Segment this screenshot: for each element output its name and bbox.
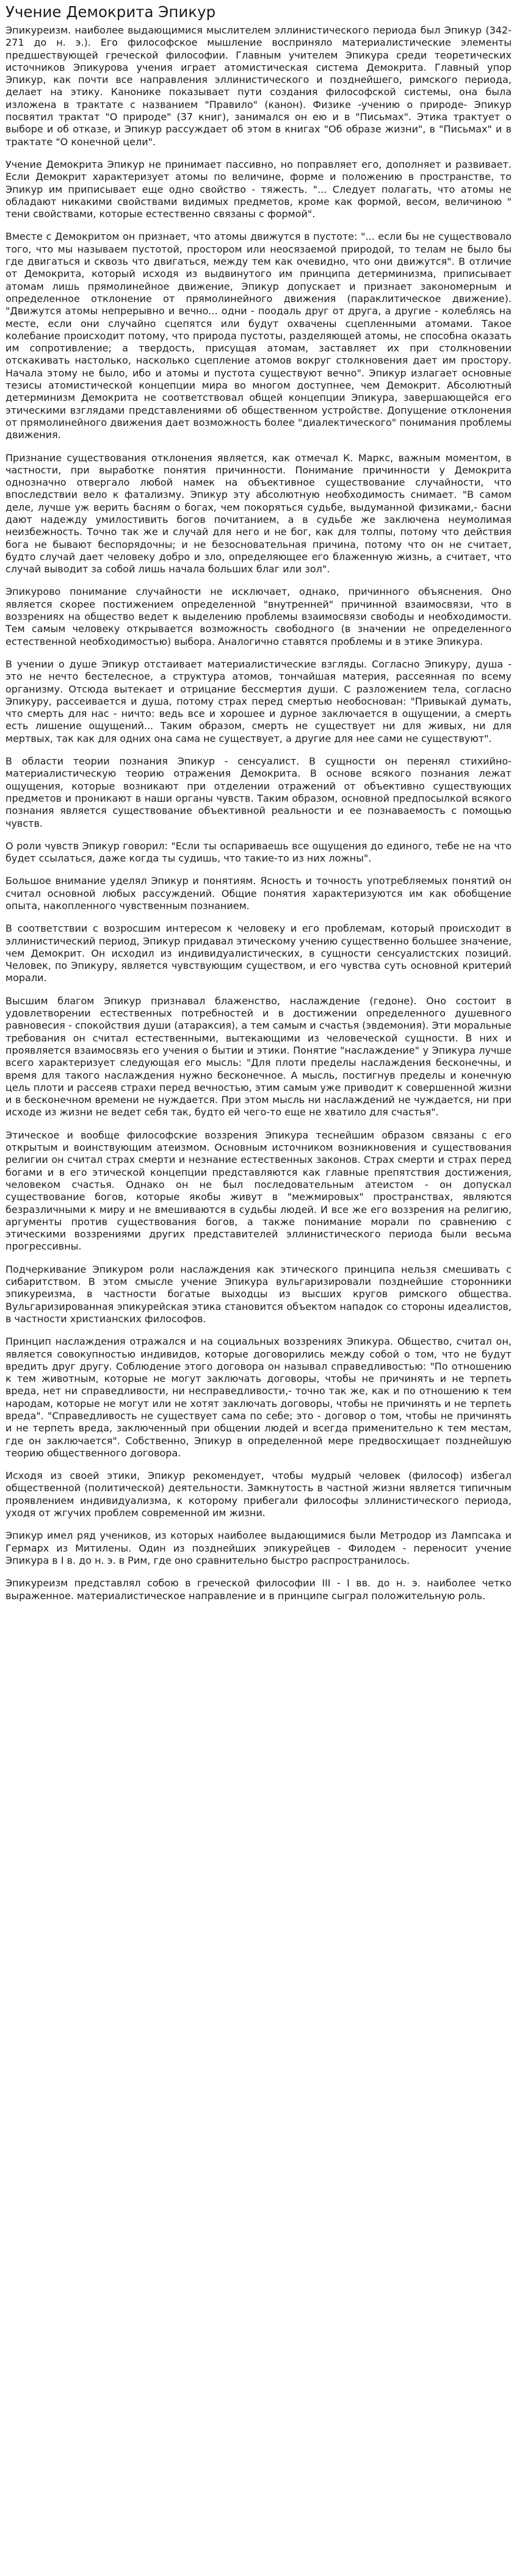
paragraph-1: Эпикуреизм. наиболее выдающимися мыслителем эллинистического периода был Эпикур (342- 271 до н. э.). Его философское мышление восприняло материалистические элементы предшествующей греческой философии. Главным учителем Эпикура среди теоретических источников Эпикурова учения играет атомистическая система Демокрита. Главный упор Эпикур, как почти все направления эллинистического и позднейшего, римского периода, делает на этику. Канонике показывает пути создания философской системы, она была изложена в трактате с названием "Правило" (канон). Физике -учению о природе- Эпикур посвятил трактат "О природе" (37 книг), занимался он ею и в "Письмах". Этика трактует о выборе и об отказе, и Эпикур рассуждает об этом в книгах "Об образе жизни", в "Письмах" и в трактате "О конечной цели".: [5, 24, 512, 148]
paragraph-13: Подчеркивание Эпикуром роли наслаждения как этического принципа нельзя смешивать с сибаритством. В этом смысле учение Эпикура вульгаризировали позднейшие сторонники эпикуреизма, в частности богатые выходцы из высших кругов римского общества. Вульгаризированная эпикурейская этика становится объектом нападок со стороны идеалистов, в частности христианских философов.: [5, 1263, 512, 1325]
page-title: Учение Демокрита Эпикур: [5, 3, 216, 21]
paragraph-8: О роли чувств Эпикур говорил: "Если ты оспариваешь все ощущения до единого, тебе не на что будет ссылаться, даже когда ты судишь, что такие-то из них ложны".: [5, 840, 512, 865]
paragraph-3: Вместе с Демокритом он признает, что атомы движутся в пустоте: "... если бы не существовало того, что мы называем пустотой, простором или неосязаемой природой, то телам не было бы где двигаться и сквозь что двигаться, между тем как очевидно, что они движутся". В отличие от Демокрита, который исходя из выдвинутого им принципа детерминизма, приписывает атомам лишь прямолинейное движение, Эпикур допускает и признает закономерным и определенное отклонение от прямолинейного движения (параклитическое движение). "Движутся атомы непрерывно и вечно... одни - поодаль друг от друга, а другие - колеблясь на месте, если они случайно сцепятся или будут охвачены сцепленными атомами. Такое колебание происходит потому, что природа пустоты, разделяющей атомы, не способна оказать им сопротивление; а твердость, присущая атомам, заставляет их при столкновении отскакивать настолько, насколько сцепление атомов вокруг столкновения дает им простору. Начала этому не было, ибо и атомы и пустота существуют вечно". Эпикур излагает основные тезисы атомистической концепции мира во многом доступнее, чем Демокрит. Абсолютный детерминизм Демокрита не соответствовал общей концепции Эпикура, завершающейся его этическими взглядами представлениями об общественном устройстве. Допущение отклонения от прямолинейного движения дает возможность более "диалектического" понимания проблемы движения.: [5, 231, 512, 441]
paragraph-15: Исходя из своей этики, Эпикур рекомендует, чтобы мудрый человек (философ) избегал общественной (политической) деятельности. Замкнутость в частной жизни является типичным проявлением индивидуализма, к которому прибегали философы эллинистического периода, уходя от жгучих проблем современной им жизни.: [5, 1470, 512, 1519]
paragraph-14: Принцип наслаждения отражался и на социальных воззрениях Эпикура. Общество, считал он, является совокупностью индивидов, которые договорились между собой о том, что не будут вредить друг другу. Соблюдение этого договора он называл справедливостью: "По отношению к тем животным, которые не могут заключать договоры, чтобы не причинять и не терпеть вреда, нет ни справедливости, ни несправедливости,- точно так же, как и по отношению к тем народам, которые не могут или не хотят заключать договоры, чтобы не причинять и не терпеть вреда". "Справедливость не существует сама по себе; это - договор о том, чтобы не причинять и не терпеть вреда, заключенный при общении людей и всегда применительно к тем местам, где он заключается". Собственно, Эпикур в определенной мере предвосхищает позднейшую теорию общественного договора.: [5, 1336, 512, 1459]
paragraph-12: Этическое и вообще философские воззрения Эпикура теснейшим образом связаны с его открытым и воинствующим атеизмом. Основным источником возникновения и существования религии он считал страх смерти и незнание естественных законов. Страх смерти и страх перед богами и в его этической концепции представляются как главные препятствия достижения, человеком счастья. Однако он не был последовательным атеистом - он допускал существование богов, которые якобы живут в "межмировых" пространствах, являются безразличными к миру и не вмешиваются в судьбы людей. И все же его воззрения на религию, аргументы против существования богов, а также понимание морали по сравнению с этическими воззрениями других представителей эллинистического периода были весьма прогрессивны.: [5, 1129, 512, 1253]
paragraph-6: В учении о душе Эпикур отстаивает материалистические взгляды. Согласно Эпикуру, душа - это не нечто бестелесное, а структура атомов, тончайшая материя, рассеянная по всему организму. Отсюда вытекает и отрицание бессмертия души. С разложением тела, согласно Эпикуру, рассеивается и душа, потому страх перед смертью необоснован: "Привыкай думать, что смерть для нас - ничто: ведь все и хорошее и дурное заключается в ощущении, а смерть есть лишение ощущений... Таким образом, смерть не существует ни для живых, ни для мертвых, так как для одних она сама не существует, а другие для нее сами не существуют".: [5, 658, 512, 744]
paragraph-7: В области теории познания Эпикур - сенсуалист. В сущности он перенял стихийно-материалистическую теорию отражения Демокрита. В основе всякого познания лежат ощущения, которые возникают при отделении отражений от объективно существующих предметов и проникают в наши органы чувств. Таким образом, основной предпосылкой всякого познания является существование объективной реальности и ее познаваемость с помощью чувств.: [5, 755, 512, 829]
paragraph-10: В соответствии с возросшим интересом к человеку и его проблемам, который происходит в эллинистический период, Эпикур придавал этическому учению существенно большее значение, чем Демокрит. Он исходил из индивидуалистических, в сущности сенсуалистских позиций. Человек, по Эпикуру, является чувствующим существом, и его чувства суть основной критерий морали.: [5, 923, 512, 984]
paragraph-9: Большое внимание уделял Эпикур и понятиям. Ясность и точность употребляемых понятий он считал основной любых рассуждений. Общие понятия характеризуются им как обобщение опыта, накопленного чувственным познанием.: [5, 875, 512, 912]
paragraph-2: Учение Демокрита Эпикур не принимает пассивно, но поправляет его, дополняет и развивает. Если Демокрит характеризует атомы по величине, форме и положению в пространстве, то Эпикур им приписывает еще одно свойство - тяжесть. "... Следует полагать, что атомы не обладают никакими свойствами видимых предметов, кроме как формой, весом, величиною " тени свойствами, которые естественно связаны с формой".: [5, 158, 512, 220]
paragraph-16: Эпикур имел ряд учеников, из которых наиболее выдающимися были Метродор из Лампсака и Гермарх из Митилены. Один из позднейших эпикурейцев - Филодем - переносит учение Эпикура в I в. до н. э. в Рим, где оно сравнительно быстро распространилось.: [5, 1530, 512, 1566]
paragraph-17: Эпикуреизм представлял собою в греческой философии III - I вв. до н. э. наиболее четко выраженное. материалистическое направление и в принципе сыграл положительную роль.: [5, 1577, 512, 1602]
paragraph-4: Признание существования отклонения является, как отмечал К. Маркс, важным моментом, в частности, при выработке понятия причинности. Понимание причинности у Демокрита однозначно отвергало любой намек на объективное существование случайности, что впоследствии вело к фатализму. Эпикур эту абсолютную необходимость снимает. "В самом деле, лучше уж верить басням о богах, чем покоряться судьбе, выдуманной физиками,- басни дают надежду умилостивить богов почитанием, а в судьбе же заключена неумолимая неизбежность. Точно так же и случай для него и не бог, как для толпы, потому что действия бога не бывают беспорядочны; и не безосновательная причина, потому что он не считает, будто случай дает человеку добро и зло, определяющее его блаженную жизнь, а считает, что случай выводит за собой лишь начала больших благ или зол".: [5, 452, 512, 575]
paragraph-11: Высшим благом Эпикур признавал блаженство, наслаждение (гедоне). Оно состоит в удовлетворении естественных потребностей и в достижении определенного душевного равновесия - спокойствия души (атараксия), а тем самым и счастья (эвдемония). Эти моральные требования он считал естественными, вытекающими из человеческой сущности. В них и проявляется взаимосвязь его учения о бытии и этики. Понятие "наслаждение" у Эпикура лучше всего характеризует следующая его мысль: "Для плоти пределы наслаждения бесконечны, и время для такого наслаждения нужно бесконечное. А мысль, постигнув пределы и конечную цель плоти и рассеяв страхи перед вечностью, этим самым уже приводит к совершенной жизни и в бесконечном времени не нуждается. При этом мысль ни наслаждений не чуждается, ни при исходе из жизни не ведет себя так, будто ей чего-то еще не хватило для счастья".: [5, 995, 512, 1118]
paragraph-5: Эпикурово понимание случайности не исключает, однако, причинного объяснения. Оно является скорее постижением определенной "внутренней" причинной взаимосвязи, что в воззрениях на общество ведет к выделению проблемы взаимосвязи свободы и необходимости. Тем самым человеку открывается возможность свободного (в значении не определенного естественной необходимостью) выбора. Аналогично ставятся проблемы и в этике Эпикура.: [5, 586, 512, 647]
